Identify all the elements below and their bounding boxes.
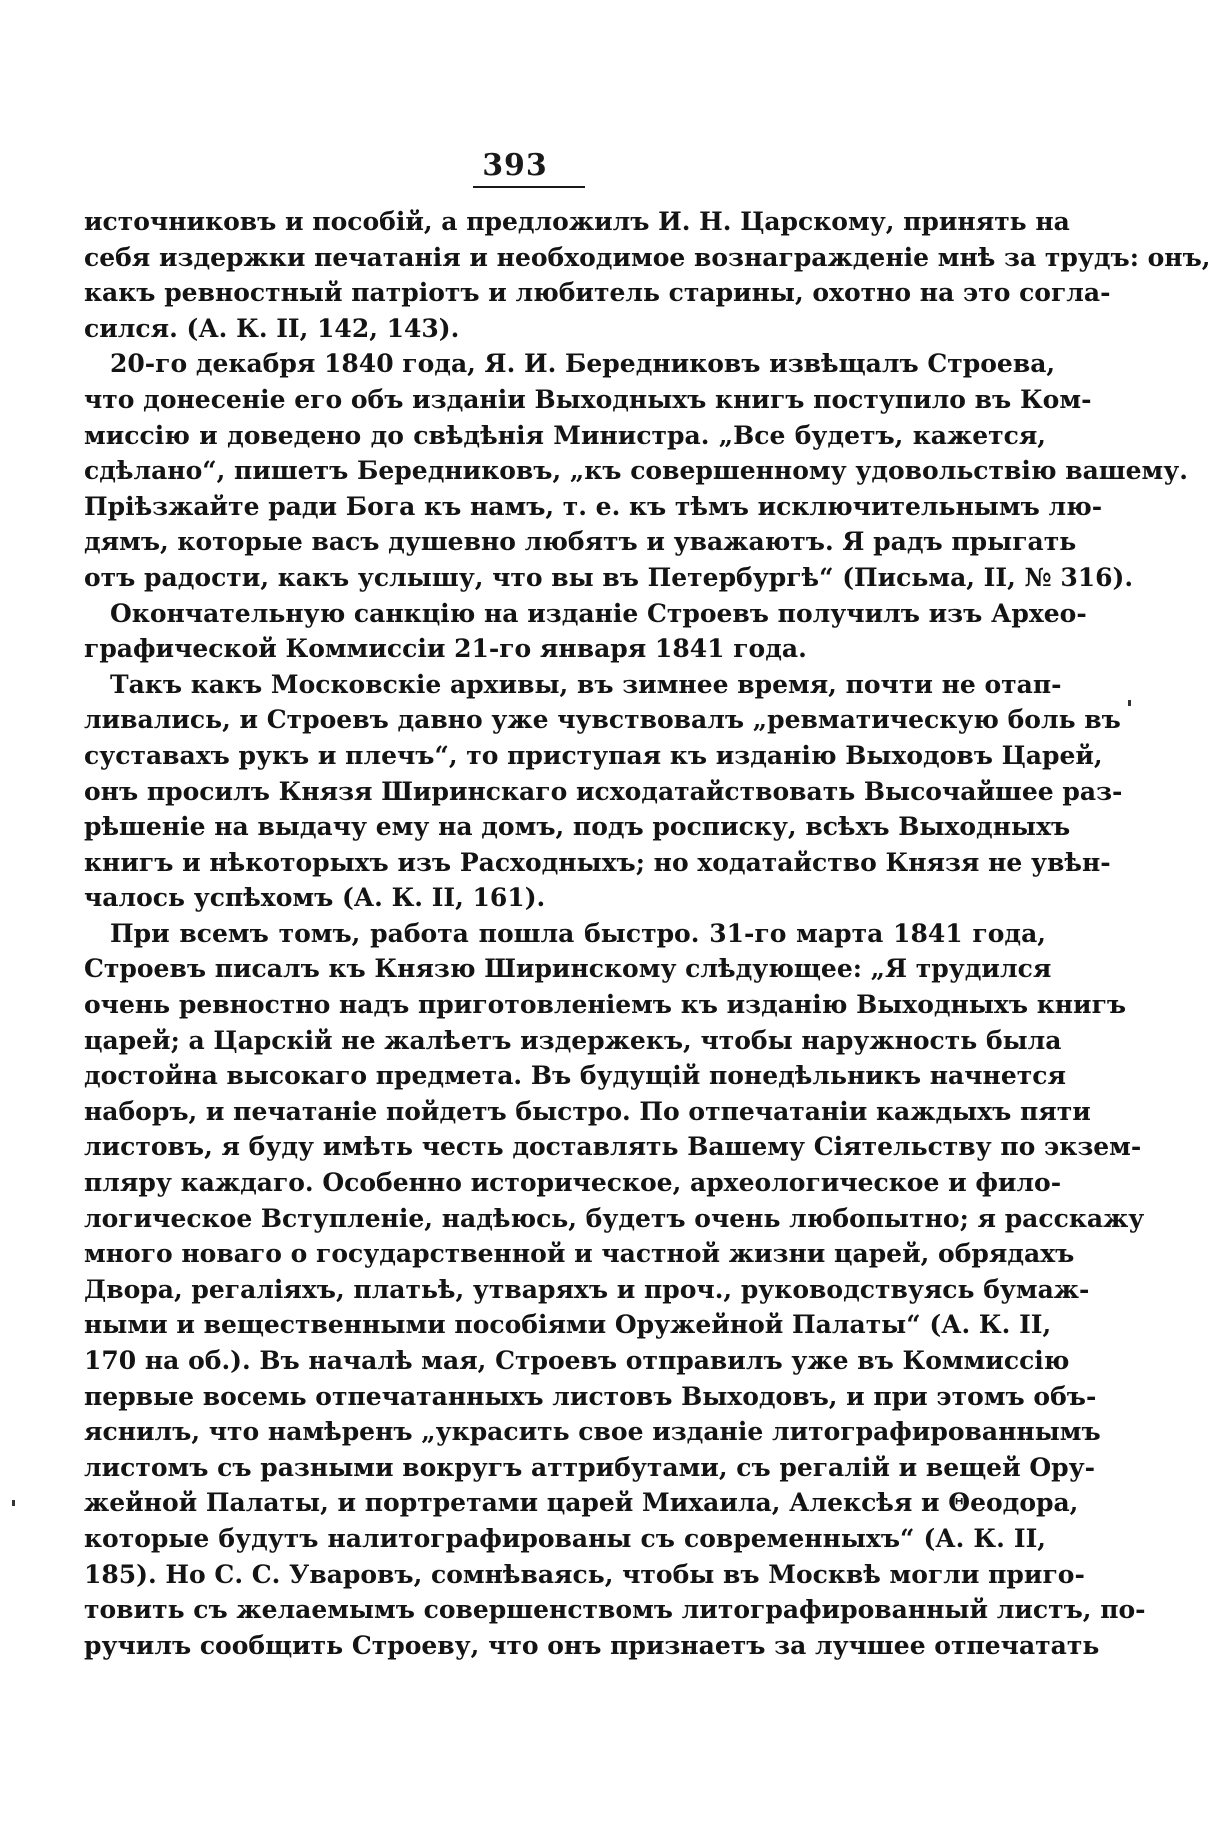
text-line: миссію и доведено до свѣдѣнія Министра. „Все будетъ, кажется, [84, 420, 1046, 450]
text-line: 20-го декабря 1840 года, Я. И. Бередниковъ извѣщалъ Строева, [110, 349, 1056, 379]
text-line: которые будутъ налитографированы съ современныхъ“ (А. К. II, [84, 1523, 1046, 1553]
text-line: себя издержки печатанія и необходимое вознагражденіе мнѣ за трудъ: онъ, [84, 242, 1210, 272]
text-line: листомъ съ разными вокругъ аттрибутами, съ регалій и вещей Ору- [84, 1452, 1095, 1482]
text-line: дямъ, которые васъ душевно любятъ и уважаютъ. Я радъ прыгать [84, 527, 1077, 557]
text-line: 185). Но С. С. Уваровъ, сомнѣваясь, чтобы въ Москвѣ могли приго- [84, 1559, 1085, 1589]
text-line: источниковъ и пособій, а предложилъ И. Н. Царскому, принять на [84, 207, 1070, 236]
text-line: логическое Вступленіе, надѣюсь, будетъ очень любопытно; я расскажу [84, 1203, 1145, 1233]
text-line: жейной Палаты, и портретами царей Михаила, Алексѣя и Θеодора, [84, 1488, 1079, 1518]
text-line: товить съ желаемымъ совершенствомъ литографированный листъ, по- [84, 1595, 1146, 1625]
text-line: Строевъ писалъ къ Князю Ширинскому слѣдующее: „Я трудился [84, 954, 1052, 984]
text-line: достойна высокаго предмета. Въ будущій понедѣльникъ начнется [84, 1061, 1066, 1091]
text-line: пляру каждаго. Особенно историческое, археологическое и фило- [84, 1168, 1062, 1198]
text-line: очень ревностно надъ приготовленіемъ къ изданію Выходныхъ книгъ [84, 990, 1127, 1020]
text-line: графической Коммиссіи 21-го января 1841 года. [84, 634, 807, 664]
text-line: чалось успѣхомъ (А. К. II, 161). [84, 883, 546, 913]
text-line: При всемъ томъ, работа пошла быстро. 31-го марта 1841 года, [110, 918, 1046, 948]
text-line: 170 на об.). Въ началѣ мая, Строевъ отправилъ уже въ Коммиссію [84, 1346, 1070, 1375]
text-line: книгъ и нѣкоторыхъ изъ Расходныхъ; но ходатайство Князя не увѣн- [84, 847, 1111, 877]
text-line: ливались, и Строевъ давно уже чувствовалъ „ревматическую боль въ [84, 705, 1121, 735]
text-line: листовъ, я буду имѣть честь доставлять Вашему Сіятельству по экзем- [84, 1132, 1142, 1162]
text-line: Такъ какъ Московскіе архивы, въ зимнее время, почти не отап- [110, 669, 1062, 699]
text-line: ными и вещественными пособіями Оружейной Палаты“ (А. К. II, [84, 1310, 1052, 1340]
text-line: наборъ, и печатаніе пойдетъ быстро. По отпечатаніи каждыхъ пяти [84, 1096, 1091, 1126]
page-number: 393 [482, 148, 548, 183]
text-line: сдѣлано“, пишетъ Бередниковъ, „къ совершенному удовольствію вашему. [84, 456, 1188, 486]
text-line: суставахъ рукъ и плечъ“, то приступая къ изданію Выходовъ Царей, [84, 740, 1103, 770]
body-text [84, 204, 1210, 1663]
text-line: отъ радости, какъ услышу, что вы въ Петербургѣ“ (Письма, II, № 316). [84, 562, 1134, 592]
text-line: царей; а Царскій не жалѣетъ издержекъ, чтобы наружность была [84, 1025, 1062, 1055]
page-number-rule [473, 186, 585, 188]
text-line: первые восемь отпечатанныхъ листовъ Выходовъ, и при этомъ объ- [84, 1381, 1097, 1411]
text-line: Окончательную санкцію на изданіе Строевъ получилъ изъ Архео- [110, 598, 1087, 628]
text-line: Пріѣзжайте ради Бога къ намъ, т. е. къ тѣмъ исключительнымъ лю- [84, 491, 1103, 521]
text-line: рѣшеніе на выдачу ему на домъ, подъ росписку, всѣхъ Выходныхъ [84, 812, 1071, 842]
scan-speck [1128, 700, 1131, 706]
text-line: онъ просилъ Князя Ширинскаго исходатайствовать Высочайшее раз- [84, 776, 1123, 806]
text-line: какъ ревностный патріотъ и любитель старины, охотно на это согла- [84, 278, 1111, 308]
text-line: яснилъ, что намѣренъ „украсить свое изданіе литографированнымъ [84, 1417, 1101, 1447]
text-line: что донесеніе его объ изданіи Выходныхъ книгъ поступило въ Ком- [84, 384, 1092, 414]
text-line: много новаго о государственной и частной жизни царей, обрядахъ [84, 1239, 1075, 1269]
text-line: сился. (А. К. II, 142, 143). [84, 313, 460, 343]
text-line: Двора, регаліяхъ, платьѣ, утваряхъ и проч., руководствуясь бумаж- [84, 1274, 1090, 1304]
text-line: ручилъ сообщить Строеву, что онъ признаетъ за лучшее отпечатать [84, 1630, 1100, 1660]
scan-speck [12, 1500, 15, 1506]
